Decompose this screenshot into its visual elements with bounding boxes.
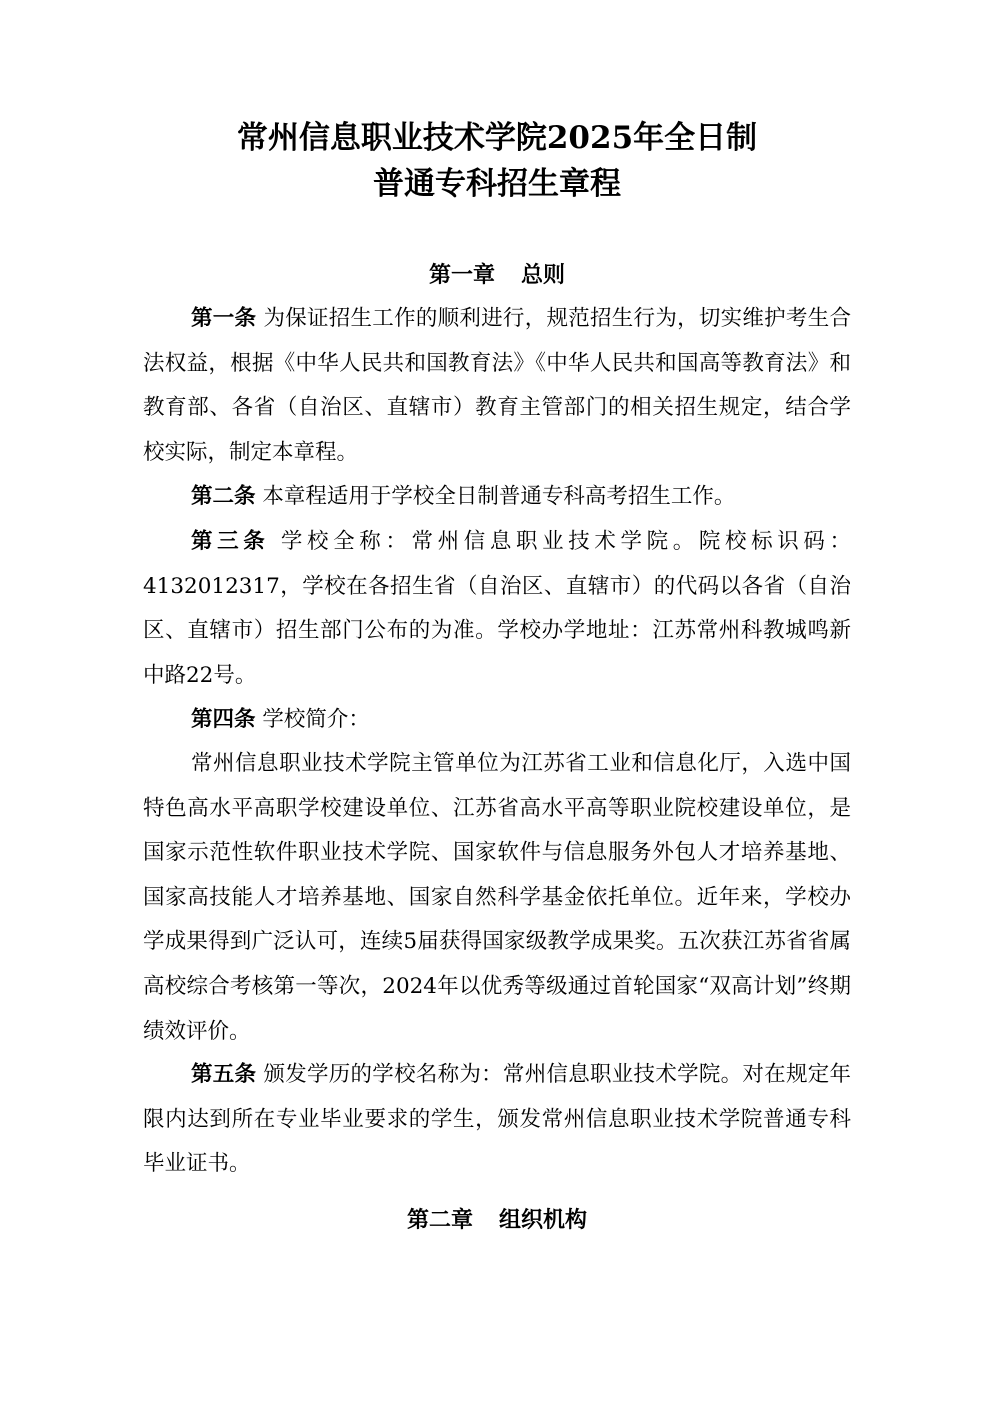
article-4-body bbox=[143, 742, 851, 1054]
document-title-line-2: 普通专科招生章程 bbox=[373, 166, 621, 202]
chapter-number: 第一章 bbox=[428, 263, 495, 288]
article-label: 第五条 bbox=[191, 1062, 257, 1087]
article-label: 第二条 bbox=[191, 484, 256, 509]
article-text: 常州信息职业技术学院主管单位为江苏省工业和信息化厅，入选中国特色高水平高职学校建设单位、江苏省高水平高等职业院校建设单位，是国家示范性软件职业技术学院、国家软件与信息服务外包人才培养基地、国家高技能人才培养基地、国家自然科学基金依托单位。近年来，学校办学成果得到广泛认可，连续5届获得国家级教学成果奖。五次获江苏省省属高校综合考核第一等次，2024年以优秀等级通过首轮国家“双高计划”终期绩效评价。 bbox=[143, 751, 851, 1044]
chapter-2-heading bbox=[143, 1206, 851, 1236]
article-text: 学校简介： bbox=[262, 707, 370, 732]
document-title-line-1: 常州信息职业技术学院2025年全日制 bbox=[236, 120, 758, 156]
article-4 bbox=[143, 698, 851, 743]
article-text: 为保证招生工作的顺利进行，规范招生行为，切实维护考生合法权益，根据《中华人民共和国教育法》《中华人民共和国高等教育法》和教育部、各省（自治区、直辖市）教育主管部门的相关招生规定，结合学校实际，制定本章程。 bbox=[143, 306, 851, 465]
article-label: 第三条 bbox=[191, 529, 270, 554]
chapter-1-heading bbox=[143, 261, 851, 291]
article-3 bbox=[143, 520, 851, 698]
article-5 bbox=[143, 1053, 851, 1187]
article-text: 学校全称：常州信息职业技术学院。院校标识码：4132012317，学校在各招生省（自治区、直辖市）的代码以各省（自治区、直辖市）招生部门公布的为准。学校办学地址：江苏常州科教城鸣新中路22号。 bbox=[143, 529, 851, 688]
article-label: 第一条 bbox=[191, 306, 257, 331]
article-label: 第四条 bbox=[191, 707, 256, 732]
article-1 bbox=[143, 297, 851, 475]
article-text: 颁发学历的学校名称为：常州信息职业技术学院。对在规定年限内达到所在专业毕业要求的学生，颁发常州信息职业技术学院普通专科毕业证书。 bbox=[143, 1062, 851, 1177]
article-text: 本章程适用于学校全日制普通专科高考招生工作。 bbox=[262, 484, 736, 509]
chapter-name: 组织机构 bbox=[499, 1208, 588, 1233]
article-2 bbox=[143, 475, 851, 520]
chapter-name: 总则 bbox=[521, 263, 566, 288]
chapter-number: 第二章 bbox=[406, 1208, 473, 1233]
